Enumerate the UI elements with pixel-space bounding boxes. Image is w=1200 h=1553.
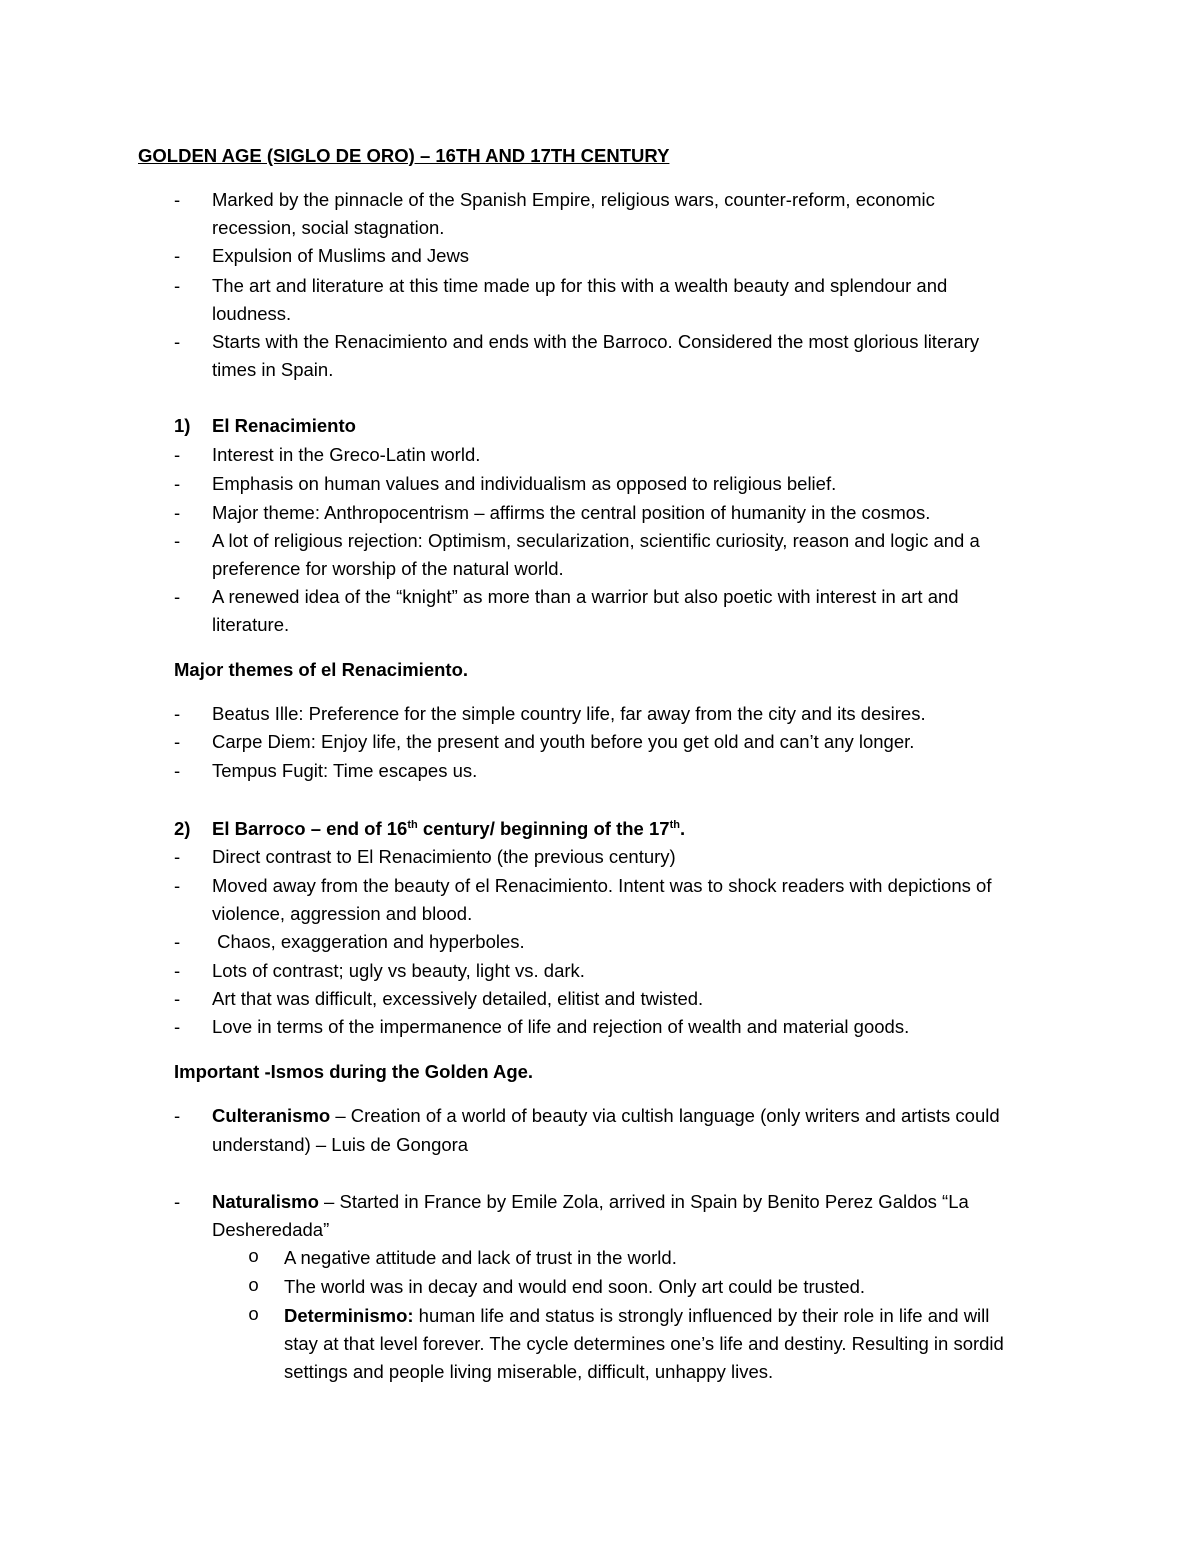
document-title: GOLDEN AGE (SIGLO DE ORO) – 16TH AND 17TH CENTURY xyxy=(138,145,670,166)
list-item-text: violence, aggression and blood. xyxy=(212,903,473,924)
sub-list-item-text xyxy=(284,1302,989,1330)
list-item xyxy=(0,928,1200,956)
list-item xyxy=(0,470,1200,498)
list-item-text: Lots of contrast; ugly vs beauty, light vs. dark. xyxy=(212,960,585,981)
dash-bullet: - xyxy=(174,931,181,952)
circle-bullet-icon: o xyxy=(248,1247,260,1268)
sub-list-item xyxy=(0,1302,1200,1330)
list-item-text: Love in terms of the impermanence of life and rejection of wealth and material goods. xyxy=(212,1016,910,1037)
term-definition: – Started in France by Emile Zola, arrived in Spain by Benito Perez Galdos “La xyxy=(318,1191,969,1212)
dash-bullet: - xyxy=(174,988,181,1009)
subheading-text: Important -Ismos during the Golden Age. xyxy=(174,1061,534,1082)
sub-list-item-text: stay at that level forever. The cycle determines one’s life and destiny. Resulting in sordid xyxy=(284,1333,1004,1354)
list-item-text: recession, social stagnation. xyxy=(212,217,445,238)
list-item xyxy=(0,1013,1200,1041)
list-item-text: Major theme: Anthropocentrism – affirms the central position of humanity in the cosmos. xyxy=(212,502,931,523)
list-item xyxy=(0,242,1200,270)
subheading-ismos xyxy=(0,1058,1200,1086)
dash-bullet: - xyxy=(174,502,181,523)
dash-bullet: - xyxy=(174,245,181,266)
list-item-text: Marked by the pinnacle of the Spanish Empire, religious wars, counter-reform, economic xyxy=(212,189,935,210)
dash-bullet: - xyxy=(174,875,181,896)
dash-bullet: - xyxy=(174,1191,181,1212)
list-item xyxy=(0,1188,1200,1216)
list-item xyxy=(0,700,1200,728)
list-item-continuation xyxy=(0,611,1200,639)
list-item-text: understand) – Luis de Gongora xyxy=(212,1134,469,1155)
dash-bullet: - xyxy=(174,444,181,465)
list-item-text: Interest in the Greco-Latin world. xyxy=(212,444,481,465)
ordinal-suffix: th xyxy=(407,818,418,831)
list-item-continuation xyxy=(0,356,1200,384)
term-naturalismo: Naturalismo xyxy=(212,1191,319,1212)
list-item-continuation xyxy=(0,555,1200,583)
list-item-text xyxy=(212,1188,969,1216)
circle-bullet-icon: o xyxy=(248,1276,260,1297)
list-item xyxy=(0,441,1200,469)
dash-bullet: - xyxy=(174,275,181,296)
term-culteranismo: Culteranismo xyxy=(212,1105,331,1126)
list-item-text: Starts with the Renacimiento and ends with the Barroco. Considered the most glorious literary xyxy=(212,331,980,352)
section-heading-text: El Renacimiento xyxy=(212,415,356,436)
list-item-text: Chaos, exaggeration and hyperboles. xyxy=(212,931,525,952)
dash-bullet: - xyxy=(174,960,181,981)
sub-list-item-continuation xyxy=(0,1330,1200,1358)
dash-bullet: - xyxy=(174,731,181,752)
list-item-text: Tempus Fugit: Time escapes us. xyxy=(212,760,478,781)
list-item xyxy=(0,1102,1200,1130)
sub-list-item-text: A negative attitude and lack of trust in the world. xyxy=(284,1247,677,1268)
dash-bullet: - xyxy=(174,760,181,781)
ordinal-suffix: th xyxy=(669,818,680,831)
dash-bullet: - xyxy=(174,1105,181,1126)
list-item xyxy=(0,985,1200,1013)
list-item xyxy=(0,583,1200,611)
section-heading-text xyxy=(212,815,685,843)
list-item xyxy=(0,843,1200,871)
dash-bullet: - xyxy=(174,473,181,494)
list-item xyxy=(0,499,1200,527)
list-item-continuation xyxy=(0,1216,1200,1244)
list-item xyxy=(0,527,1200,555)
list-item-text: preference for worship of the natural world. xyxy=(212,558,564,579)
dash-bullet: - xyxy=(174,703,181,724)
list-item xyxy=(0,757,1200,785)
list-item xyxy=(0,328,1200,356)
section-number: 1) xyxy=(174,415,191,436)
list-item-text: Desheredada” xyxy=(212,1219,330,1240)
sub-list-item xyxy=(0,1244,1200,1272)
term-definition: human life and status is strongly influenced by their role in life and will xyxy=(413,1305,990,1326)
list-item-text: Emphasis on human values and individualism as opposed to religious belief. xyxy=(212,473,837,494)
list-item-continuation xyxy=(0,214,1200,242)
list-item-text: times in Spain. xyxy=(212,359,334,380)
dash-bullet: - xyxy=(174,530,181,551)
section-heading-renacimiento xyxy=(0,412,1200,440)
list-item xyxy=(0,872,1200,900)
heading-part: El Barroco – end of 16 xyxy=(212,818,408,839)
list-item-continuation xyxy=(0,900,1200,928)
list-item-text: Art that was difficult, excessively detailed, elitist and twisted. xyxy=(212,988,704,1009)
list-item xyxy=(0,272,1200,300)
circle-bullet-icon: o xyxy=(248,1305,260,1326)
dash-bullet: - xyxy=(174,331,181,352)
title-line xyxy=(0,142,1200,170)
list-item-continuation xyxy=(0,300,1200,328)
heading-part: . xyxy=(679,818,686,839)
sub-list-item-text: The world was in decay and would end soon. Only art could be trusted. xyxy=(284,1276,866,1297)
subheading-text: Major themes of el Renacimiento. xyxy=(174,659,469,680)
list-item-text: The art and literature at this time made up for this with a wealth beauty and splendour and xyxy=(212,275,948,296)
subheading-themes xyxy=(0,656,1200,684)
list-item-text: literature. xyxy=(212,614,290,635)
sub-list-item-continuation xyxy=(0,1358,1200,1386)
term-definition: – Creation of a world of beauty via cultish language (only writers and artists could xyxy=(330,1105,1000,1126)
section-number: 2) xyxy=(174,818,191,839)
list-item-text: loudness. xyxy=(212,303,292,324)
list-item-text: Direct contrast to El Renacimiento (the previous century) xyxy=(212,846,676,867)
dash-bullet: - xyxy=(174,1016,181,1037)
sub-list-item xyxy=(0,1273,1200,1301)
dash-bullet: - xyxy=(174,586,181,607)
list-item-text: A lot of religious rejection: Optimism, secularization, scientific curiosity, reason and logic and a xyxy=(212,530,980,551)
list-item-text xyxy=(212,1102,1000,1130)
list-item-text: Beatus Ille: Preference for the simple country life, far away from the city and its desires. xyxy=(212,703,926,724)
list-item-text: Carpe Diem: Enjoy life, the present and youth before you get old and can’t any longer. xyxy=(212,731,915,752)
list-item-text: A renewed idea of the “knight” as more than a warrior but also poetic with interest in art and xyxy=(212,586,959,607)
list-item-continuation xyxy=(0,1131,1200,1159)
heading-part: century/ beginning of the 17 xyxy=(417,818,670,839)
list-item-text: Moved away from the beauty of el Renacimiento. Intent was to shock readers with depictions of xyxy=(212,875,992,896)
list-item xyxy=(0,728,1200,756)
list-item xyxy=(0,186,1200,214)
list-item xyxy=(0,957,1200,985)
section-heading-barroco xyxy=(0,815,1200,843)
dash-bullet: - xyxy=(174,846,181,867)
list-item-text: Expulsion of Muslims and Jews xyxy=(212,245,470,266)
term-determinismo: Determinismo: xyxy=(284,1305,414,1326)
dash-bullet: - xyxy=(174,189,181,210)
sub-list-item-text: settings and people living miserable, difficult, unhappy lives. xyxy=(284,1361,774,1382)
